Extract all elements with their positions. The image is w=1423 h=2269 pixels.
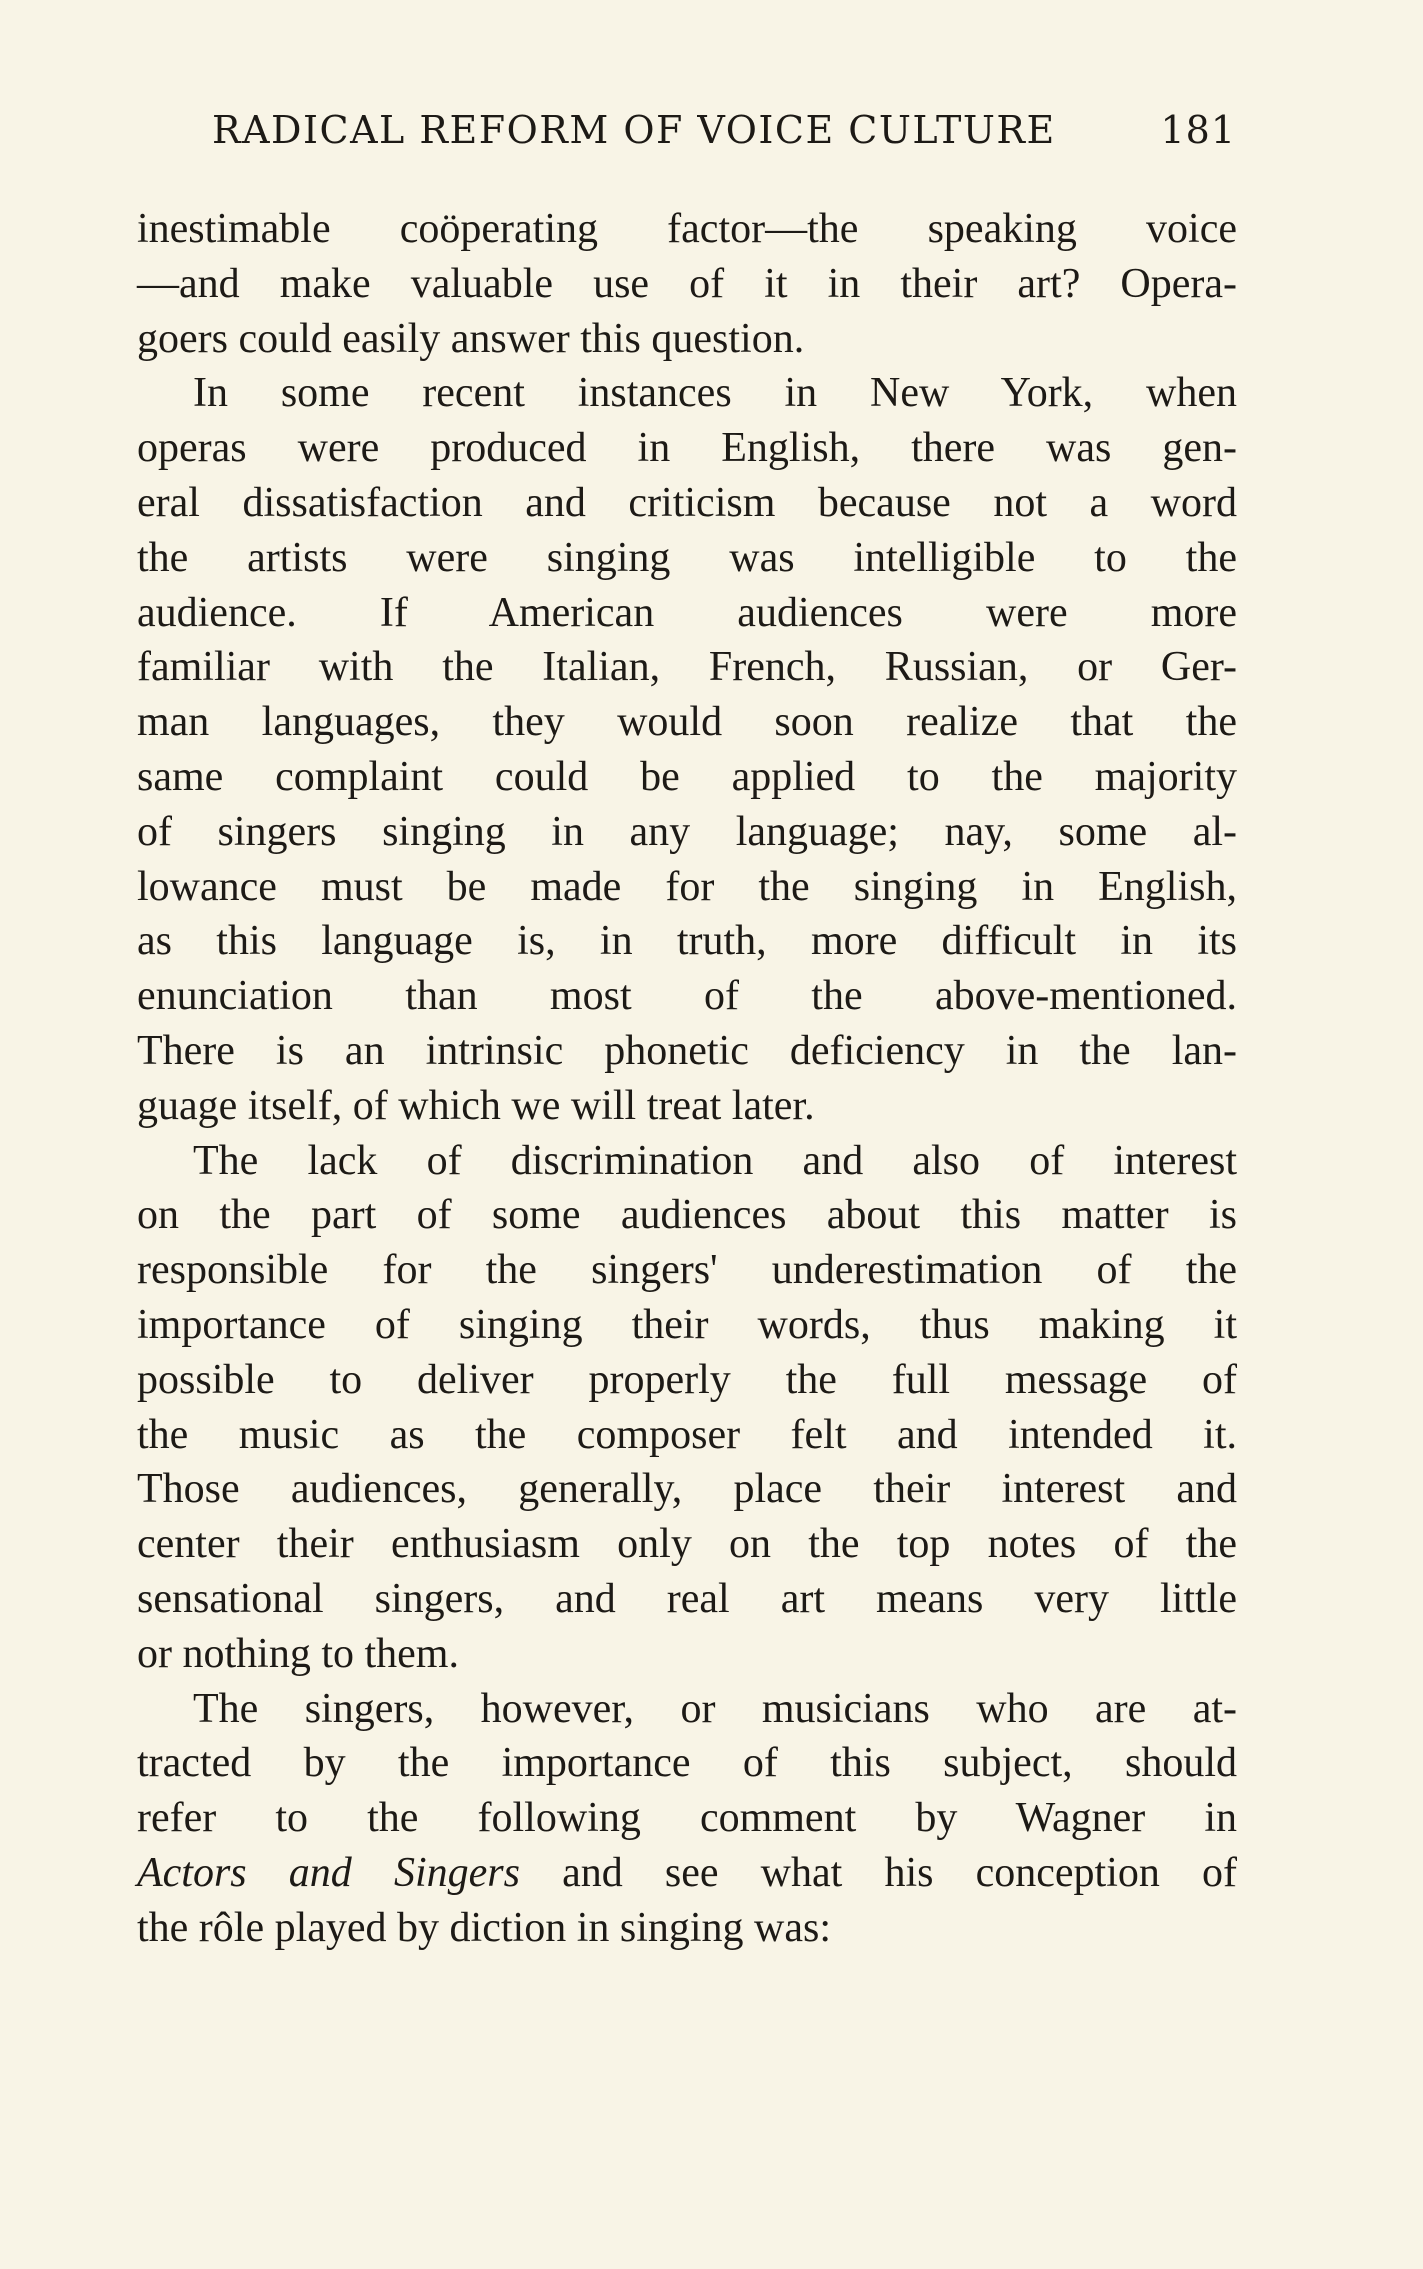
paragraph-2 <box>137 366 1237 1133</box>
paragraph-3 <box>137 1134 1237 1682</box>
text-line: center their enthusiasm only on the top notes of the <box>137 1521 1237 1568</box>
text-line: familiar with the Italian, French, Russian, or Ger- <box>137 644 1237 691</box>
text-line: or nothing to them. <box>137 1630 459 1677</box>
book-title-italic: Actors and Singers <box>137 1849 520 1896</box>
text-line: lowance must be made for the singing in English, <box>137 863 1237 910</box>
text-line: There is an intrinsic phonetic deficiency in the lan- <box>137 1027 1237 1074</box>
text-line: eral dissatisfaction and criticism because not a word <box>137 479 1237 526</box>
page-number: 181 <box>1160 108 1236 152</box>
text-line: guage itself, of which we will treat later. <box>137 1082 815 1129</box>
text-line: In some recent instances in New York, when <box>193 370 1237 417</box>
text-line: audience. If American audiences were more <box>137 589 1237 636</box>
text-line: Those audiences, generally, place their interest and <box>137 1466 1237 1513</box>
text-line: the artists were singing was intelligible to the <box>137 534 1237 581</box>
text-fragment: and see what his conception of <box>519 1849 1237 1896</box>
text-line: as this language is, in truth, more difficult in its <box>137 918 1237 965</box>
running-head <box>212 108 1236 158</box>
paragraph-4 <box>137 1682 1237 1956</box>
text-line: sensational singers, and real art means very little <box>137 1575 1237 1622</box>
paragraph-1 <box>137 202 1237 366</box>
text-line: importance of singing their words, thus making it <box>137 1301 1237 1348</box>
text-line: operas were produced in English, there was gen- <box>137 425 1237 472</box>
text-line: on the part of some audiences about this matter is <box>137 1192 1237 1239</box>
text-line: of singers singing in any language; nay, some al- <box>137 808 1237 855</box>
body-text <box>137 202 1237 1956</box>
text-line: responsible for the singers' underestimation of the <box>137 1247 1237 1294</box>
text-line: The lack of discrimination and also of interest <box>193 1137 1237 1184</box>
running-title: RADICAL REFORM OF VOICE CULTURE <box>212 108 1056 152</box>
text-line: goers could easily answer this question. <box>137 315 805 362</box>
text-line: the music as the composer felt and intended it. <box>137 1411 1237 1458</box>
text-line: same complaint could be applied to the majority <box>137 753 1237 800</box>
text-line: enunciation than most of the above-mentioned. <box>137 973 1237 1020</box>
text-line: possible to deliver properly the full message of <box>137 1356 1237 1403</box>
text-line: the rôle played by diction in singing was: <box>137 1904 832 1951</box>
text-line: The singers, however, or musicians who are at- <box>193 1685 1237 1732</box>
text-line: refer to the following comment by Wagner in <box>137 1795 1237 1842</box>
text-line: tracted by the importance of this subject, should <box>137 1740 1237 1787</box>
text-line: inestimable coöperating factor—the speaking voice <box>137 206 1237 252</box>
text-line-with-title <box>137 1846 1237 1901</box>
text-line: —and make valuable use of it in their art? Opera- <box>137 260 1237 307</box>
text-line: man languages, they would soon realize that the <box>137 699 1237 746</box>
